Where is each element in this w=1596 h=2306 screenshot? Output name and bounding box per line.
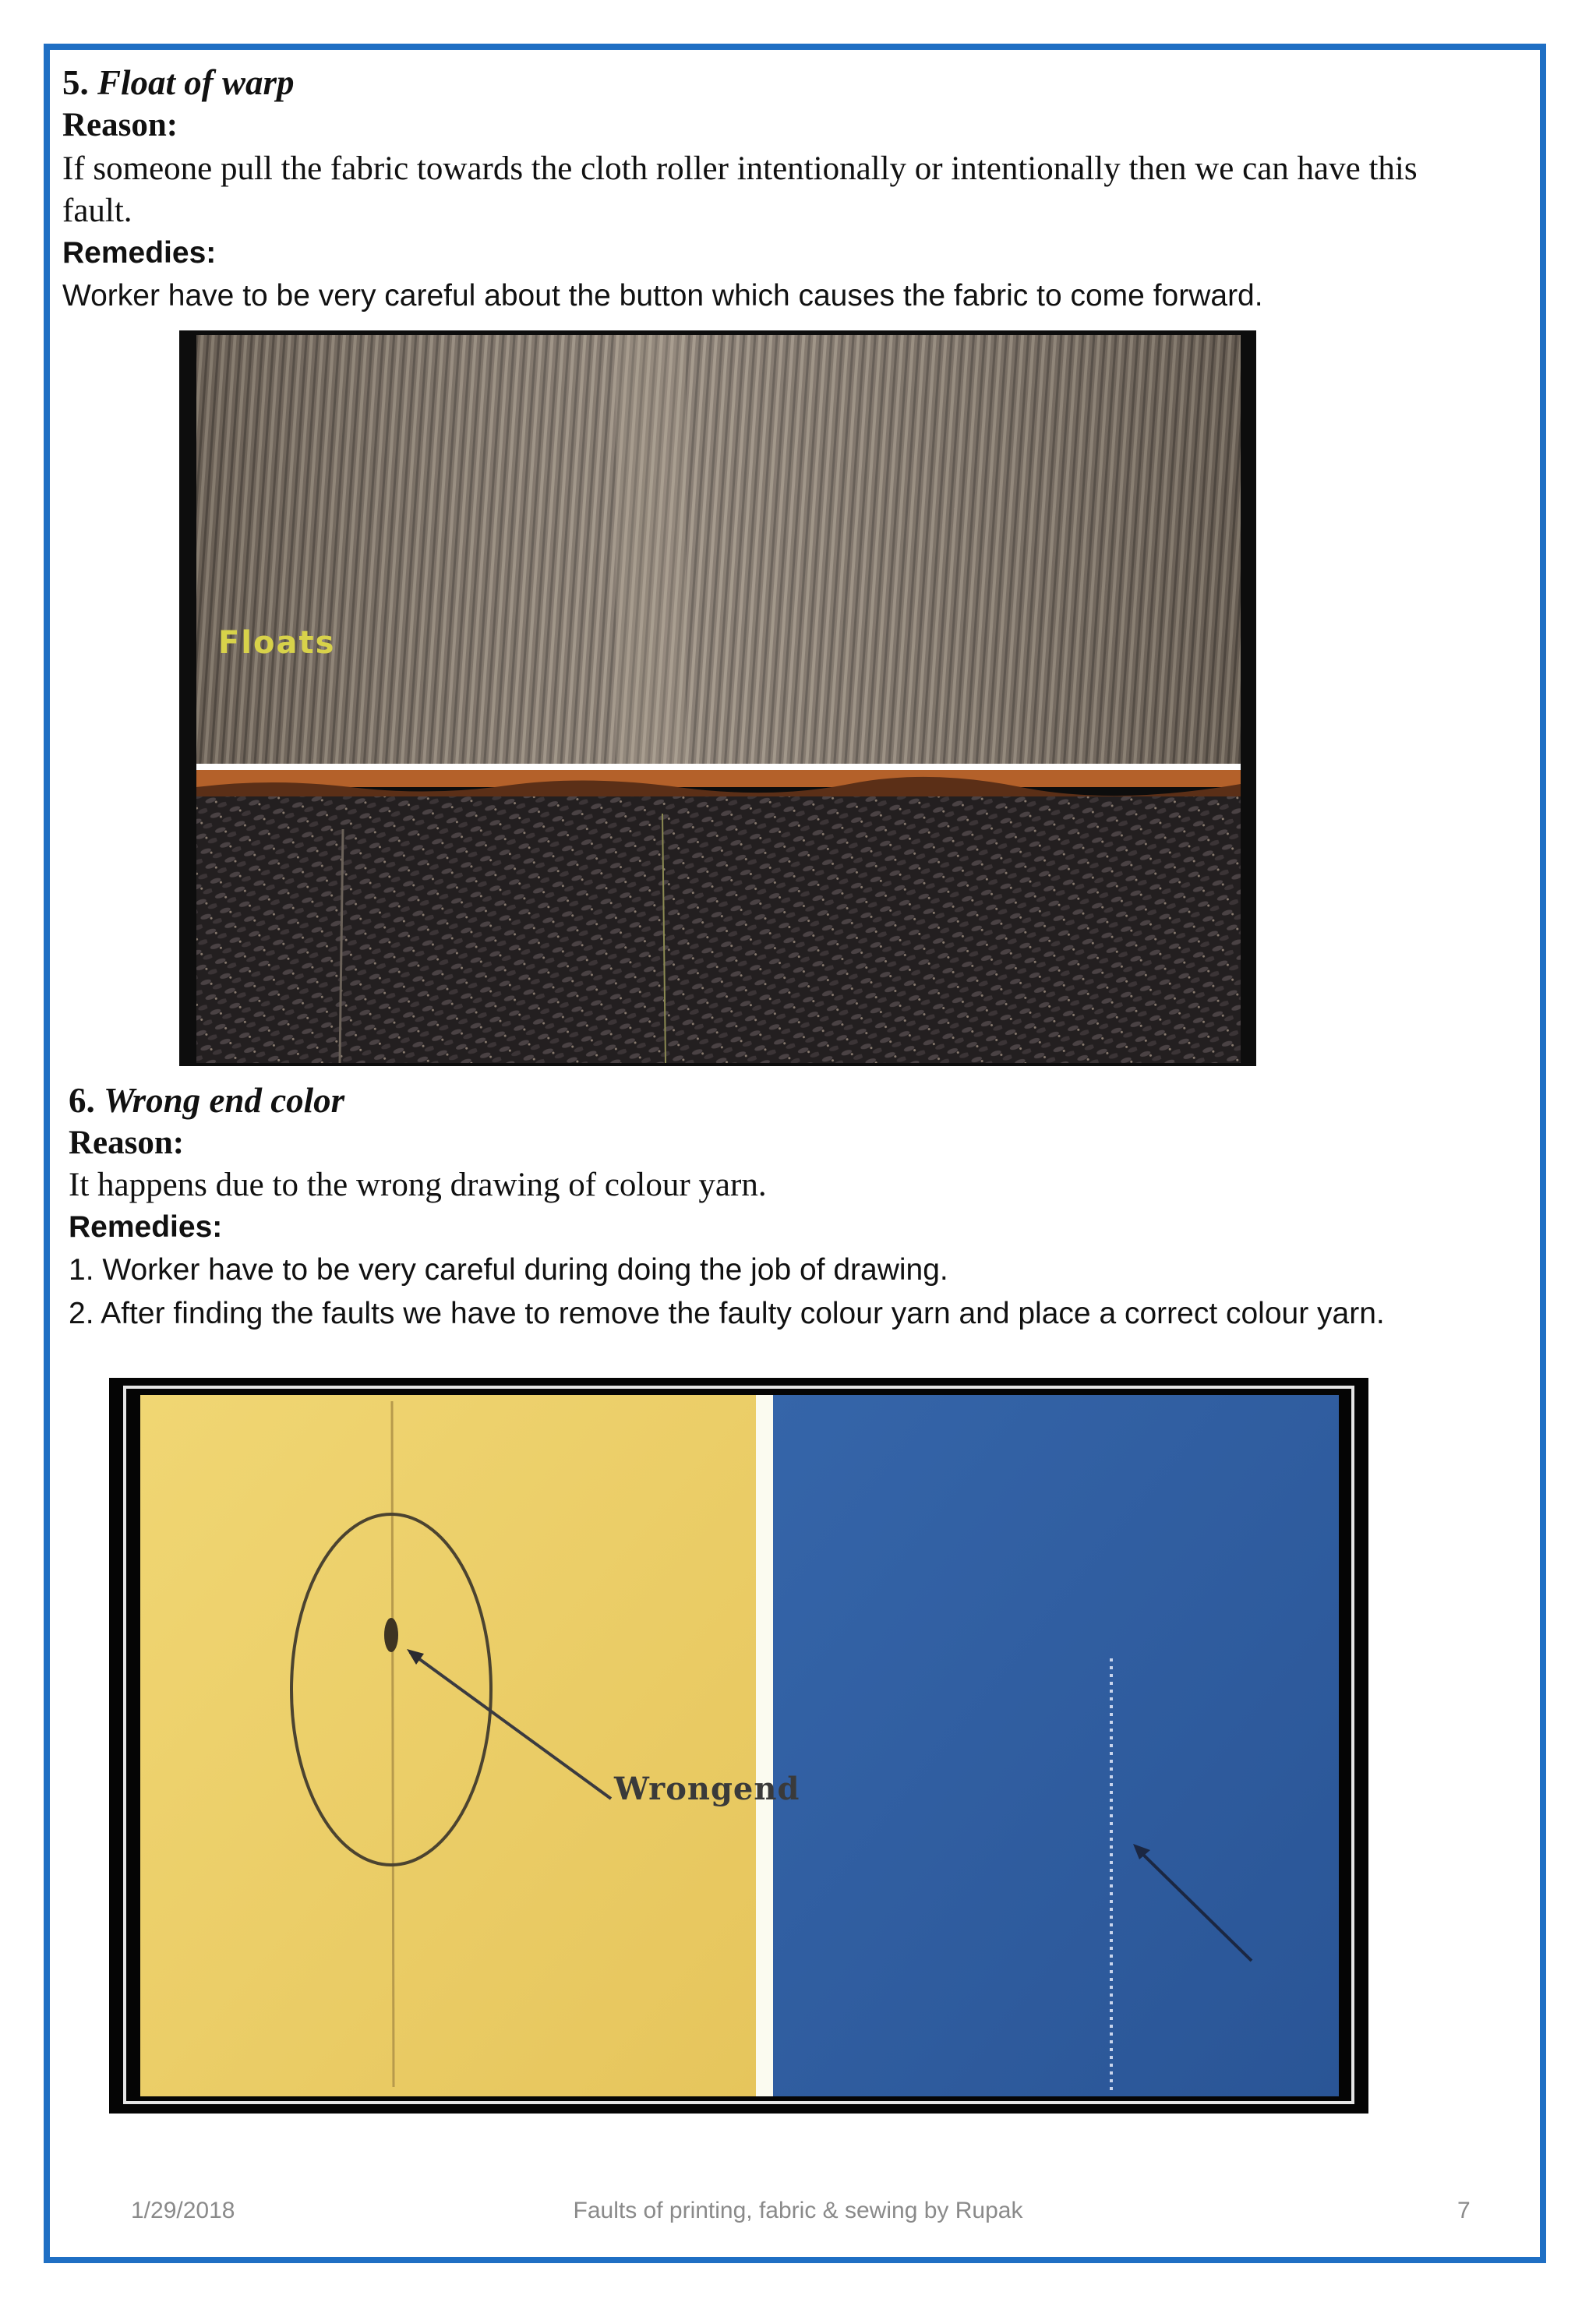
section6-remedy-2: 2. After finding the faults we have to remove the faulty colour yarn and place a correct colour yarn. <box>69 1297 1385 1330</box>
floats-image-label: Floats <box>218 625 336 661</box>
section5-number: 5. <box>62 63 89 102</box>
float-of-warp-image <box>179 330 1256 1066</box>
section6-reason-label: Reason: <box>69 1125 185 1161</box>
section6-heading <box>69 1079 344 1122</box>
wrong-end-image-label: Wrongend <box>614 1771 800 1807</box>
section6-remedies-label: Remedies: <box>69 1210 223 1244</box>
section6-remedy-1: 1. Worker have to be very careful during doing the job of drawing. <box>69 1253 948 1287</box>
section6-reason-text: It happens due to the wrong drawing of colour yarn. <box>69 1167 767 1203</box>
wrong-end-color-image <box>109 1378 1368 2114</box>
section6-number: 6. <box>69 1081 95 1120</box>
footer-page-number: 7 <box>1457 2198 1471 2223</box>
section5-remedy-text: Worker have to be very careful about the button which causes the fabric to come forward. <box>62 279 1263 313</box>
section5-heading <box>62 61 295 104</box>
section5-title: Float of warp <box>97 63 295 102</box>
section5-reason-label: Reason: <box>62 107 178 143</box>
section5-remedies-label: Remedies: <box>62 236 217 270</box>
section5-reason-line2: fault. <box>62 192 132 229</box>
section5-reason-line1: If someone pull the fabric towards the cloth roller intentionally or intentionally then we can have this <box>62 150 1418 187</box>
section6-title: Wrong end color <box>104 1081 345 1120</box>
footer-title: Faults of printing, fabric & sewing by Rupak <box>573 2198 1023 2223</box>
footer-date: 1/29/2018 <box>131 2198 235 2223</box>
